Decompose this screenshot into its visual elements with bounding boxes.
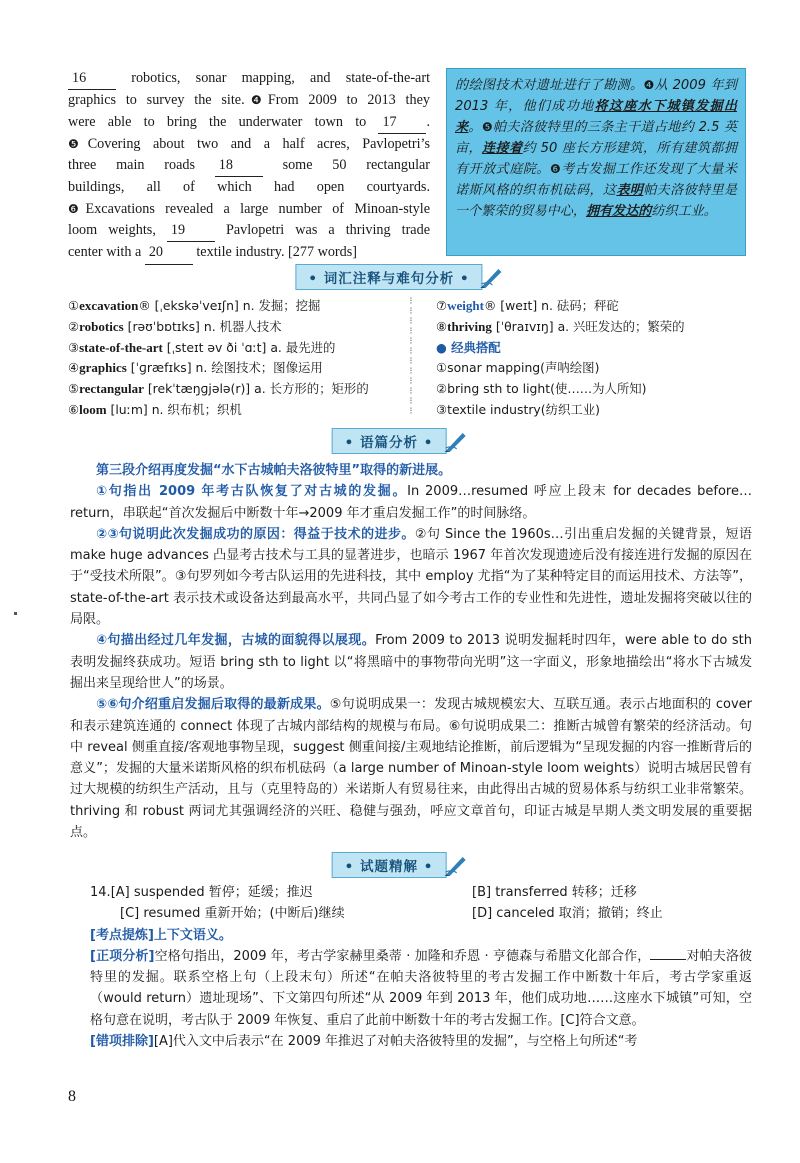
passage-line: graphics to survey the site.❹From 2009 to 2013 they [68, 92, 430, 109]
sentence-number-icon: ❻ [549, 162, 562, 177]
vocab-item: ⑧thriving [ˈθraɪvɪŋ] a. 兴旺发达的；繁荣的 [436, 318, 685, 334]
passage-line: center with a 20 textile industry. [277 words] [68, 242, 430, 264]
sentence-number-icon: ❹ [643, 78, 655, 92]
explanation-body [90, 925, 752, 1053]
wrong-option-analysis: [错项排除][A]代入文中后表示“在 2009 年推迟了对帕夫洛彼特里的发掘”，与空格上句所述“考 [90, 1034, 638, 1050]
vocab-list-right [436, 296, 766, 421]
page-number: 8 [68, 1088, 76, 1105]
option-c: [C] resumed 重新开始；(中断后)继续 [120, 906, 345, 922]
option-a: [A] suspended 暂停；延缓；推迟 [110, 885, 313, 900]
bullet-icon: ● [436, 339, 452, 355]
answer-blank: 18 [215, 155, 263, 177]
vocab-item: ③state-of-the-art [ˌsteɪt əv ði ˈɑːt] a. 最先进的 [68, 339, 336, 355]
vocab-item: ⑥loom [luːm] n. 织布机；织机 [68, 401, 242, 417]
section-title: • 试题精解 • [332, 852, 447, 878]
vocab-item: ⑦weight® [weɪt] n. 砝码；秤砣 [436, 298, 619, 313]
passage-line: three main roads 18 some 50 rectangular [68, 155, 430, 177]
highlight-text: 拥有发达的 [585, 203, 652, 219]
discourse-analysis [70, 460, 752, 843]
option-row [90, 882, 752, 903]
section-title: • 词汇注释与难句分析 • [295, 264, 482, 290]
answer-explanation [90, 882, 752, 1052]
highlight-text: 将这座水下城镇发掘出来 [455, 98, 738, 136]
sentence-number-icon: ❺ [481, 120, 493, 135]
passage-line: buildings, all of which had open courtyards. [68, 179, 430, 196]
collocation-item: ①sonar mapping(声呐绘图) [436, 360, 600, 376]
margin-mark [14, 612, 17, 615]
option-row [90, 903, 752, 924]
passage-line: ❺Covering about two and a half acres, Pavlopetri’s [68, 135, 430, 152]
english-passage [68, 68, 430, 265]
passage-line: ❻Excavations revealed a large number of Minoan-style [68, 200, 430, 217]
pen-icon [442, 853, 468, 877]
answer-blank: 17 [378, 112, 426, 134]
analysis-paragraph: ④句描出经过几年发掘，古城的面貌得以展现。From 2009 to 2013 说明发掘耗时四年，were able to do sth 表明发掘终获成功。短语 bring sth to light 以“将黑暗中的事物带向光明”这一字面义，形象地描绘出“将水下古城发掘出来呈现给世人”的场景。 [70, 633, 752, 691]
column-divider: ⁝ ⁝ ⁝ ⁝ ⁝ ⁝ ⁝ ⁝ ⁝ ⁝ ⁝ ⁝ [409, 296, 413, 417]
question-number: 14. [90, 885, 111, 900]
answer-blank [650, 959, 686, 960]
vocab-item: ⑤rectangular [rekˈtæŋɡjələ(r)] a. 长方形的；矩形的 [68, 381, 369, 397]
section-banner-vocab [295, 264, 504, 290]
correct-option-analysis: [正项分析]空格句指出，2009 年，考古学家赫里桑蒂 · 加隆和乔恩 · 亨德森与希腊文化部合作， 对帕夫洛彼特里的发掘。联系空格上句（上段末句）所述“在帕夫洛彼特里的考古发掘工作中断数十年后，考古学家重返（would return）遗址现场”、下文第四句所述“从 2009 年到 2013 年，他们成功地……这座水下城镇”可知，空格句意在说明，考古队于 2009 年恢复、重启了此前中断数十年的考古发掘工作。[C]符合文意。 [90, 948, 752, 1028]
option-d: [D] canceled 取消；撤销；终止 [472, 906, 663, 922]
analysis-paragraph: ①句指出 2009 年考古队恢复了对古城的发掘。In 2009…resumed 呼应上段末 for decades before…return，串联起“首次发掘后中断数十年→2009 年才重启发掘工作”的时间脉络。 [70, 484, 752, 521]
collocation-heading: ● 经典搭配 [436, 339, 501, 355]
sentence-number-icon: ❹ [244, 93, 268, 108]
pen-icon [442, 429, 468, 453]
section-title: • 语篇分析 • [332, 428, 447, 454]
vocab-item: ②robotics [rəʊˈbɒtɪks] n. 机器人技术 [68, 318, 282, 334]
analysis-paragraph: ②③句说明此次发掘成功的原因：得益于技术的进步。②句 Since the 1960s…引出重启发掘的关键背景，短语 make huge advances 凸显考古技术与工具的显著进步，也暗示 1967 年首次发现遗迹后没有接连进行发掘的原因在于“受技术所限”。③句罗列如今考古队运用的先进科技，其中 employ 尤指“为了某种特定目的而运用技术、方法等”，state-of-the-art 表示技术或设备达到最高水平，共同凸显了如今考古工作的专业性和先进性，遗址发掘将突破以往的局限。 [70, 526, 752, 628]
section-banner-analysis [332, 428, 469, 454]
sentence-number-icon: ❺ [68, 136, 88, 151]
answer-blank: 20 [145, 242, 193, 264]
exam-point: [考点提炼]上下文语义。 [90, 927, 232, 943]
vocab-list-left [68, 296, 398, 421]
collocation-item: ②bring sth to light(使……为人所知) [436, 381, 647, 397]
highlight-text: 连接着 [482, 140, 523, 156]
answer-blank: 16 [68, 68, 116, 90]
pen-icon [479, 265, 505, 289]
answer-blank: 19 [167, 220, 215, 242]
collocation-item: ③textile industry(纺织工业) [436, 401, 600, 417]
analysis-paragraph: ⑤⑥句介绍重启发掘后取得的最新成果。⑤句说明成果一：发现古城规模宏大、互联互通。表示占地面积的 cover 和表示建筑连通的 connect 体现了古城内部结构的规模与布局。⑥句说明成果二：推断古城曾有繁荣的经济活动。句中 reveal 侧重直接/客观地事物呈现，suggest 侧重间接/主观地结论推断，前后逻辑为“呈现发掘的内容一推断背后的意义”；发掘的大量米诺斯风格的织布机砝码（a large number of Minoan-style loom weights）说明古城居民曾有过大规模的纺织生产活动，且与（克里特岛的）米诺斯人有贸易往来，由此得出古城的贸易体系与纺织工业非常繁荣。thriving 和 robust 两词尤其强调经济的兴旺、稳健与强劲，呼应文章首句，印证古城是早期人类文明发展的重要据点。 [70, 697, 753, 841]
passage-line: were able to bring the underwater town to 17 . [68, 112, 430, 134]
option-b: [B] transferred 转移；迁移 [472, 885, 637, 900]
sentence-number-icon: ❻ [68, 201, 86, 216]
vocab-item: ①excavation® [ˌekskəˈveɪʃn] n. 发掘；挖掘 [68, 298, 321, 313]
highlight-text: 表明 [616, 182, 644, 198]
vocab-item: ④graphics [ˈɡræfɪks] n. 绘图技术；图像运用 [68, 360, 323, 376]
passage-line: 16 robotics, sonar mapping, and state-of-the-art [68, 68, 430, 90]
section-banner-answers [332, 852, 469, 878]
passage-line: loom weights, 19 Pavlopetri was a thriving trade [68, 220, 430, 242]
analysis-lead: 第三段介绍再度发掘“水下古城帕夫洛彼特里”取得的新进展。 [96, 463, 452, 478]
translation-box: 的绘图技术对遗址进行了勘测。❹从 2009 年到 2013 年，他们成功地将这座水下城镇发掘出来。❺帕夫洛彼特里的三条主干道占地约 2.5 英亩，连接着约 50 座长方形建筑，所有建筑都拥有开放式庭院。❻考古发掘工作还发现了大量米诺斯风格的织布机砝码，这表明帕夫洛彼特里是一个繁荣的贸易中心，拥有发达的纺织工业。 [446, 68, 746, 256]
